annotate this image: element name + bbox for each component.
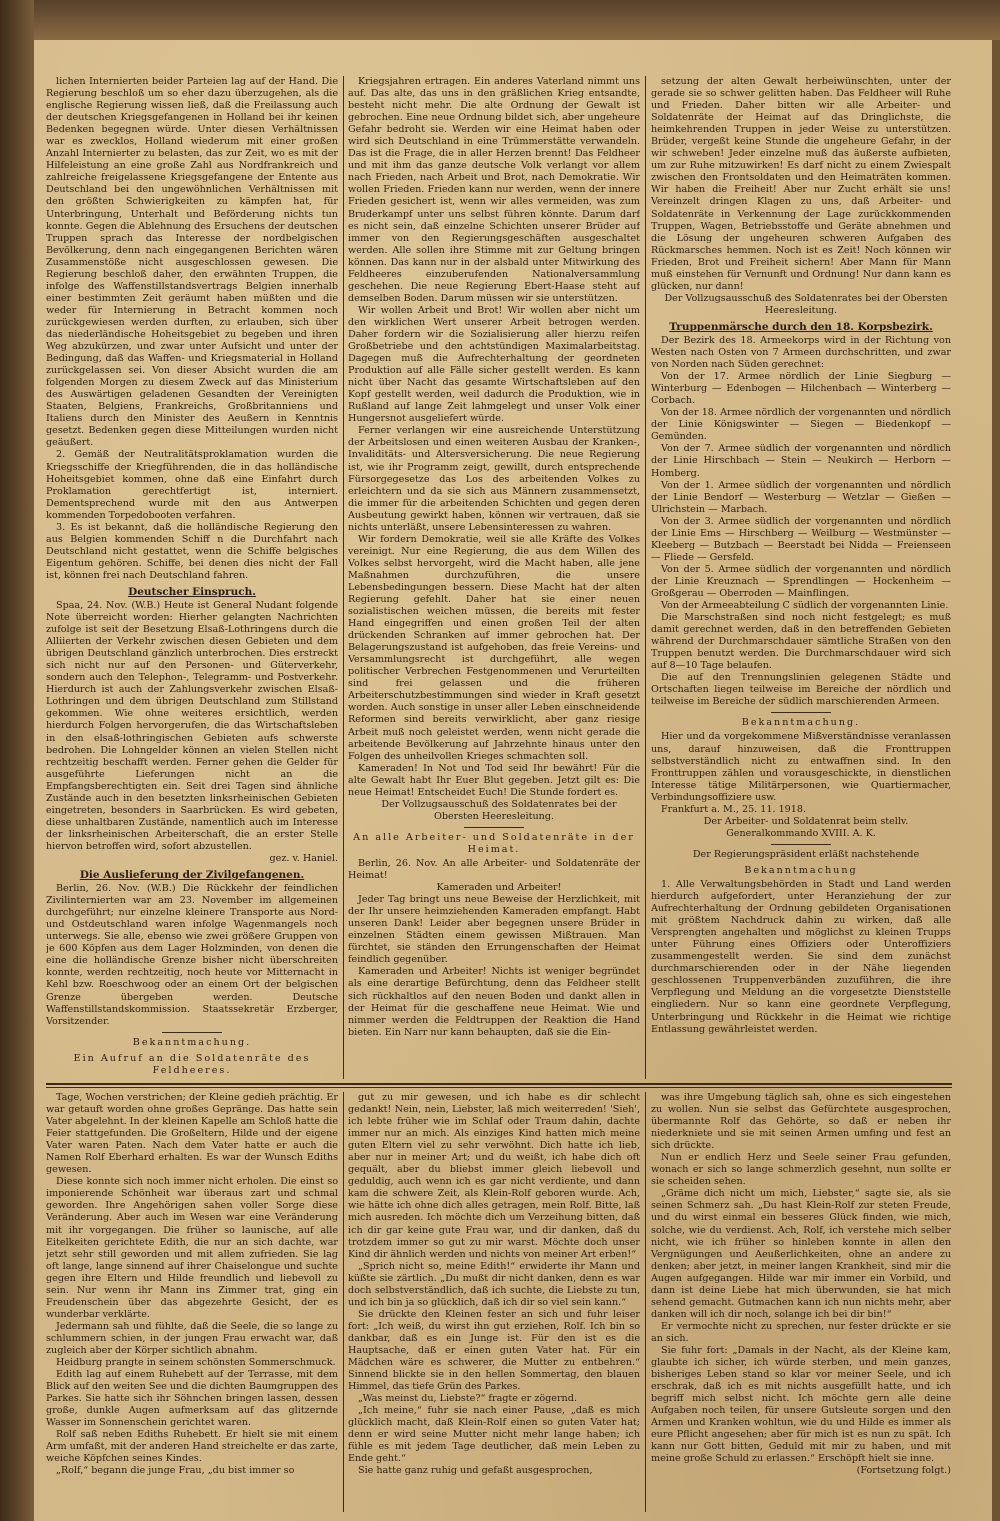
divider: [771, 712, 831, 713]
article-paragraph: Der Bezirk des 18. Armeekorps wird in der Richtung von Westen nach Osten von 7 Armeen durchschritten, und zwar von Norden nach Süden gerechnet:: [651, 334, 951, 371]
article-intro: Der Regierungspräsident erläßt nachstehende: [692, 848, 920, 860]
story-paragraph: gut zu mir gewesen, und ich habe es dir schlecht gedankt! Nein, nein, Liebster, laß mich weiterreden! 'Sieh', ich lebte früher wie im Schlaf oder Traum dahin, dachte immer nur an mich. Als einziges Kind hatten mich meine guten Eltern viel zu sehr verwöhnt. Dich hatte ich lieb, aber nur in meiner Art; und du weißt, ich habe dich oft gequält, aber du bliebst immer gleich liebevoll und geduldig, auch wenn ich es gar nicht verdiente, und dann kam die schwere Zeit, als Klein-Rolf geboren wurde. Ach, wie hätte ich ohne dich alles getragen, mein Rolf. Bitte, laß mich ausreden. Ich möchte dich um Verzeihung bitten, daß ich dir gar keine gute Frau war, und dir danken, daß du trotzdem immer so gut zu mir warst. Möchte doch unser Kind dir ähnlich werden und nichts von meiner Art erben!“: [348, 1092, 640, 1260]
headline-deutscher-einspruch: Deutscher Einspruch.: [128, 585, 256, 598]
article-paragraph: Von der 5. Armee südlich der vorgenannten und nördlich der Linie Kreuznach — Sprendlingen — Hockenheim — Großgerau — Oberroden — Mainflingen.: [651, 563, 951, 599]
headline-truppenmaersche: Truppenmärsche durch den 18. Korpsbezirk.: [669, 320, 933, 333]
story-paragraph: Sie hatte ganz ruhig und gefaßt ausgesprochen,: [358, 1465, 593, 1477]
story-column-2: [348, 1092, 640, 1512]
article-paragraph: Berlin, 26. Nov. (W.B.) Die Rückkehr der feindlichen Zivilinternierten war am 23. November im allgemeinen durchgeführt; nur einzelne kleinere Transporte aus Nord- und Ostdeutschland waren infolge Wagenmangels noch unterwegs. Sie alle, ebenso wie zwei größere Gruppen von je 600 Köpfen aus dem Lager Holzminden, von denen die eine die holländische Grenze bisher nicht überschreiten konnte, werden rechtzeitig, noch heute vor Mitternacht in Kehl bzw. Roeschwoog oder an einem Ort der belgischen Grenze übergeben werden. Deutsche Waffenstillstandskommission. Staatssekretär Erzberger, Vorsitzender.: [46, 883, 338, 1027]
article-paragraph: Von der 18. Armee nördlich der vorgenannten und nördlich der Linie Königswinter — Siegen — Biedenkopf — Gemünden.: [651, 407, 951, 443]
feuilleton-rule: [46, 1083, 952, 1085]
dateline: Frankfurt a. M., 25. 11. 1918.: [661, 803, 807, 815]
article-paragraph: Von der 17. Armee nördlich der Linie Siegburg — Winterburg — Edenbogen — Hilchenbach — Winterberg — Corbach.: [651, 371, 951, 407]
story-column-1: [46, 1092, 338, 1512]
article-paragraph: Hier und da vorgekommene Mißverständnisse veranlassen uns, darauf hinzuweisen, daß die Fronttruppen selbstverständlich nicht zu entwaffnen sind. In den Fronttruppen zählen und vorausgeschickte, in dienstlichen Interesse tätige Militärpersonen, wie Quartiermacher, Verbindungsoffiziere usw.: [651, 731, 951, 803]
story-paragraph: Jedermann sah und fühlte, daß die Seele, die so lange zu schlummern schien, in der jungen Frau erwacht war, daß zugleich aber der Körper sichtlich abnahm.: [46, 1320, 338, 1356]
headline-auslieferung: Die Auslieferung der Zivilgefangenen.: [79, 869, 305, 882]
headline-an-alle: An alle Arbeiter- und Soldatenräte in der Heimat.: [353, 831, 635, 855]
column-rule: [343, 1092, 344, 1512]
article-paragraph: Jeder Tag bringt uns neue Beweise der Herzlichkeit, mit der Ihr unsere heimziehenden Kameraden empfangt. Habt unseren Dank! Leider aber begegnen unsere Brüder in einzelnen Städten einem gewissen Mißtrauen. Man fürchtet, sie ständen den Errungenschaften der Heimat feindlich gegenüber.: [348, 894, 640, 966]
column-rule: [343, 76, 344, 1079]
signature: Der Vollzugsausschuß des Soldatenrates bei der Obersten Heeresleitung.: [664, 292, 948, 316]
article-paragraph: Von der 1. Armee südlich der vorgenannten und nördlich der Linie Bendorf — Westerburg — Wetzlar — Gießen — Ulrichstein — Marbach.: [651, 479, 951, 515]
article-paragraph: Von der Armeeabteilung C südlich der vorgenannten Linie.: [661, 600, 949, 612]
headline-bekanntmachung: Bekanntmachung.: [741, 717, 861, 729]
article-paragraph: 2. Gemäß der Neutralitätsproklamation wurden die Kriegsschiffe der Kriegführenden, die in das holländische Hoheitsgebiet kommen, ohne daß eine Einfahrt durch Proklamation gerechtfertigt ist, interniert. Dementsprechend wurde mit den aus Antwerpen kommenden Torpedobooten verfahren.: [46, 449, 338, 521]
story-paragraph: „Rolf,“ begann die junge Frau, „du bist immer so: [56, 1465, 295, 1477]
story-column-3: [651, 1092, 951, 1512]
article-paragraph: Die auf den Trennungslinien gelegenen Städte und Ortschaften liegen teilweise im Bereiche der nördlich und teilweise im Bereiche der südlich marschierenden Armeen.: [651, 672, 951, 708]
headline-bekanntmachung: Bekanntmachung: [744, 864, 858, 876]
article-paragraph: Berlin, 26. Nov. An alle Arbeiter- und Soldatenräte der Heimat!: [348, 858, 640, 882]
story-paragraph: Heidburg prangte in seinem schönsten Sommerschmuck.: [56, 1357, 336, 1369]
news-column-3: [651, 76, 951, 1079]
story-paragraph: Sie drückte den Kleinen fester an sich und fuhr leiser fort: „Ich weiß, du wirst ihn gut erziehen, Rolf. Ich bin so dankbar, daß es ein Junge ist. Für den ist es die Hauptsache, daß er einen guten Vater hat. Für ein Mädchen wäre es schwerer, die Mutter zu entbehren.“ Sinnend blickte sie in den hellen Sommertag, den blauen Himmel, das tiefe Grün des Parkes.: [348, 1308, 640, 1393]
story-paragraph: was ihre Umgebung täglich sah, ohne es sich eingestehen zu wollen. Nun sie selbst das Gefürchtete ausgesprochen, übermannte Rolf das Gehörte, so daß er neben ihr niederkniete und sie mit seinen Armen umfing und fest an sich drückte.: [651, 1092, 951, 1152]
divider: [162, 1032, 222, 1033]
article-paragraph: Von der 3. Armee südlich der vorgenannten und nördlich der Linie Ems — Hirschberg — Weilburg — Westmünster — Kleeberg — Butzbach — Beerstadt bei Nidda — Freienseen — Fliede — Gersfeld.: [651, 515, 951, 563]
article-paragraph: Kriegsjahren ertragen. Ein anderes Vaterland nimmt uns auf. Das alte, das uns in den gräßlichen Krieg entsandte, besteht nicht mehr. Die alte Ordnung der Gewalt ist gebrochen. Eine neue Ordnung bildet sich, aber ungeheure Gefahr bedroht sie. Werden wir eine Heimat haben oder wird sich Deutschland in eine Trümmerstätte verwandeln. Das ist die Frage, die in aller Herzen brennt! Das Feldheer und mit ihm das ganze deutsche Volk verlangt vor allem nach Frieden, nach Arbeit und Brot, nach Demokratie. Wir wollen Frieden. Frieden kann nur werden, wenn der innere Frieden gesichert ist, wenn wir alles vermeiden, was zum Bruderkampf unter uns selbst führen könnte. Darum darf es nicht sein, daß einzelne Schichten unserer Brüder auf immer von den Regierungsgeschäften ausgeschaltet werden. Alle sollen ihre Stimme mit zur Geltung bringen können. Das kann nur in der alsbald unter Mitwirkung des Feldheeres einzuberufenden Nationalversammlung geschehen. Die neue Regierung Ebert-Haase steht auf demselben Boden. Darum müssen wir sie unterstützen.: [348, 76, 640, 304]
story-paragraph: „Was meinst du, Liebste?“ fragte er zögernd.: [358, 1393, 577, 1405]
article-paragraph: Kameraden und Arbeiter! Nichts ist weniger begründet als eine derartige Befürchtung, denn das Feldheer stellt sich rückhaltlos auf den neuen Boden und dankt allen in der Heimat für die geschaffene neue Heimat. Wie und nimmer werden die Feldtruppen der Reaktion die Hand bieten. Ein Narr nur kann behaupten, daß sie die Ein-: [348, 966, 640, 1038]
story-paragraph: Edith lag auf einem Ruhebett auf der Terrasse, mit dem Blick auf den weiten See und die dichten Baumgruppen des Parkes. Sie hatte sich ihr Söhnchen bringen lassen, dessen große, dunkle Augen aufmerksam auf das glitzernde Wasser im Sonnenschein gerichtet waren.: [46, 1369, 338, 1429]
story-paragraph: „Sprich nicht so, meine Edith!“ erwiderte ihr Mann und küßte sie zärtlich. „Du mußt dir nicht danken, denn es war doch selbstverständlich, daß ich suchte, die Liebste zu tun, und ich bin ja so glücklich, daß ich dir so viel sein kann.“: [348, 1260, 640, 1308]
salutation: Kameraden und Arbeiter!: [436, 882, 562, 894]
feuilleton-rule: [46, 1087, 952, 1088]
story-paragraph: Rolf saß neben Ediths Ruhebett. Er hielt sie mit einem Arm umfaßt, mit der anderen Hand streichelte er das zarte, weiche Köpfchen seines Kindes.: [46, 1429, 338, 1465]
page-edge-left: [0, 0, 34, 1521]
story-paragraph: Diese konnte sich noch immer nicht erholen. Die einst so imponierende Schönheit war überaus zart und schmal geworden. Ihre Angehörigen sahen voller Sorge diese Veränderung. Aber auch im Wesen war eine Veränderung mit ihr vorgegangen. Die früher so launische, auf alle Eitelkeiten gerichtete Edith, die nur an sich dachte, war jetzt sehr still geworden und mit allem zufrieden. Sie lag oft lange, lange sinnend auf ihrer Chaiselongue und suchte gegen ihre Eltern und Hilde freundlich und liebevoll zu sein. Nur wenn ihr Mann ins Zimmer trat, ging ein Freudenschein über das abgezehrte Gesicht, der es wunderbar verklärte.: [46, 1176, 338, 1320]
article-paragraph: Die Marschstraßen sind noch nicht festgelegt; es muß damit gerechnet werden, daß in den betreffenden Gebieten während der Durchmarschdauer sämtliche Straßen von den Truppen benutzt werden. Die Durchmarschdauer wird sich auf 8—10 Tage belaufen.: [651, 612, 951, 672]
page-edge-top: [34, 0, 1000, 40]
headline-bekanntmachung: Bekanntmachung.: [132, 1036, 252, 1048]
news-column-2: [348, 76, 640, 1079]
article-paragraph: Wir wollen Arbeit und Brot! Wir wollen aber nicht um den wirklichen Wert unserer Arbeit betrogen werden. Daher fordern wir die Sozialisierung aller hierzu reifen Großbetriebe und den achtstündigen Maximalarbeitstag. Dagegen muß die Aufrechterhaltung der geordneten Produktion auf alle Fälle sicher gestellt werden. Es kann nicht über Nacht das gesamte Wirtschaftsleben auf den Kopf gestellt werden, weil dadurch die Produktion, wie in Rußland auf lange Zeit lahmgelegt und unser Volk einer Hungersnot ausgeliefert würde.: [348, 304, 640, 425]
article-paragraph: Spaa, 24. Nov. (W.B.) Heute ist General Nudant folgende Note überreicht worden: Hierher gelangten Nachrichten zufolge ist seit der Besetzung Elsaß-Lothringens durch die Alliierten der Verkehr zwischen diesen Gebieten und dem übrigen Deutschland gänzlich unterbrochen. Dies erstreckt sich nicht nur auf den Personen- und Güterverkehr, sondern auch den Telephon-, Telegramm- und Postverkehr. Hierdurch ist auch der Zahlungsverkehr zwischen Elsaß-Lothringen und dem übrigen Deutschland zum Stillstand gekommen. Wie ohne weiteres ersichtlich, werden hierdurch Folgen hervorgerufen, die das Wirtschaftsleben in den elsaß-lothringischen Gebieten aufs schwerste bedrohen. Die Lohngelder können an vielen Stellen nicht rechtzeitig beschafft werden. Ferner gehen die Gelder für ausgeführte Lieferungen nicht an die Empfangsberechtigten ein. Seit drei Tagen sind ähnliche Zustände auch in den besetzten linksrheinischen Gebieten eingetreten, besonders in Saarbrücken. Es wird gebeten, diese unhaltbaren Zustände, namentlich auch im Interesse der linksrheinischen Arbeiterschaft, die an erster Stelle hiervon betroffen wird, sofort abzustellen.: [46, 600, 338, 852]
article-paragraph: 3. Es ist bekannt, daß die holländische Regierung den aus Belgien kommenden Schiff n die Durchfahrt nach Deutschland nicht gestattet, wenn die Schiffe belgisches Eigentum gehören. Schiffe, bei denen dies nicht der Fall ist, können frei nach Deutschland fahren.: [46, 521, 338, 581]
newspaper-page: [34, 40, 992, 1521]
signature: gez. v. Haniel.: [269, 853, 338, 864]
story-paragraph: Sie fuhr fort: „Damals in der Nacht, als der Kleine kam, glaubte ich sicher, ich würde sterben, und mein ganzes, bisheriges Leben stand so klar vor meiner Seele, und ich erschrak, daß ich es mit nichts ausgefüllt hatte, und ich begriff mich selbst nicht. Ich möchte gern alle deine Aufgaben noch teilen, für unsere Gutsleute sorgen und den Armen und Kranken wohltun, wie du und Hilde es immer als eure Pflicht angesehen; aber für mich ist es nun zu spät. Ich kann nur Gott bitten, Geduld mit mir zu haben, und mit meine große Schuld zu erlassen.“ Erschöpft hielt sie inne.: [651, 1344, 951, 1465]
signature: Der Arbeiter- und Soldatenrat beim stellv. Generalkommando XVIII. A. K.: [703, 815, 909, 839]
article-paragraph: setzung der alten Gewalt herbeiwünschten, unter der gerade sie so schwer gelitten haben. Das Feldheer will Ruhe und Frieden. Daher bitten wir alle Arbeiter- und Soldatenräte der Heimat auf das Dringlichste, die heimkehrenden Truppen in jeder Weise zu unterstützen. Brüder, vergeßt keine Stunde die ungeheure Gefahr, in der wir schweben! Jeder einzelne muß das äußerste aufbieten, um zur Ruhe mitzuwirken! Es darf nicht zu einem Zwiespalt zwischen den Frontsoldaten und den Heimaträten kommen. Wir haben die Freiheit! Aber nur Zucht erhält sie uns! Vereinzelt dringen Klagen zu uns, daß Arbeiter- und Soldatenräte in Verkennung der Lage zurückkommenden Truppen, Wagen, Betriebsstoffe und Geräte abnehmen und die Lösung der ungeheuren schweren Aufgaben des Rückmarsches hemmen. Noch ist es Zeit! Noch können wir Frieden, Brot und Freiheit sichern! Aber Mann für Mann muß einstehen für Vernunft und Ordnung! Nur dann kann es glücken, nur dann!: [651, 76, 951, 292]
column-rule: [645, 76, 646, 1079]
article-paragraph: 1. Alle Verwaltungsbehörden in Stadt und Land werden hierdurch aufgefordert, unter Heranziehung der zur Aufrechterhaltung der Ordnung gebildeten Organisationen mit größtem Nachdruck dahin zu wirken, daß alle Versprengten angehalten und möglichst zu kleinen Trupps unter Führung eines Offiziers oder Unteroffiziers zusammengestellt werden. Sie sind dem zunächst durchmarschierenden oder in der Nähe liegenden geschlossenen Truppenverbänden zuzuführen, die ihre Verpflegung und Meldung an die vorgesetzte Dienststelle eingliedern. Nur so kann eine geordnete Verpflegung, Unterbringung und Rückkehr in die Heimat wie richtige Entlassung gewährleistet werden.: [651, 879, 951, 1035]
news-column-1: [46, 76, 338, 1079]
column-rule: [645, 1092, 646, 1512]
signature: Der Vollzugsausschuß des Soldatenrates bei der Obersten Heeresleitung.: [381, 798, 617, 822]
story-paragraph: „Gräme dich nicht um mich, Liebster,“ sagte sie, als sie seinen Schmerz sah. „Du hast Klein-Rolf zur steten Freude, und du wirst einmal ein besseres Glück finden, wie mich, solche, wie du verdienst. Ach, Rolf, ich verstehe mich selber nicht, wie ich früher so hinleben konnte in allen den Vergnügungen und Aeußerlichkeiten, ohne an andere zu denken; aber jetzt, in meiner langen Krankheit, sind mir die Augen aufgegangen. Hilde war mir immer ein Vorbild, und dann ist deine Liebe hat mich überwunden, sie hat mich sehend gemacht. Gutmachen kann ich nun nichts mehr, aber danken will ich dir noch, solange ich bei dir bin!“: [651, 1188, 951, 1320]
continuation-note: (Fortsetzung folgt.): [856, 1465, 951, 1477]
story-paragraph: „Ich meine,“ fuhr sie nach einer Pause, „daß es mich glücklich macht, daß Klein-Rolf einen so guten Vater hat; denn er wird seine Mutter nicht mehr lange haben; ich fühle es mit jedem Tage deutlicher, daß mein Leben zu Ende geht.“: [348, 1405, 640, 1465]
story-paragraph: Tage, Wochen verstrichen; der Kleine gedieh prächtig. Er war getauft worden ohne großes Gepränge. Das hatte sein Vater abgelehnt. In der kleinen Kapelle am Schloß hatte die Feier stattgefunden. Die Großeltern, Hilde und der eigene Vater waren Paten. Nach dem Vater hatte er auch die Namen Rolf Eberhard erhalten. Es war der Wunsch Ediths gewesen.: [46, 1092, 338, 1176]
headline-aufruf: Ein Aufruf an die Soldatenräte des Feldheeres.: [73, 1052, 311, 1076]
divider: [464, 827, 524, 828]
story-paragraph: Er vermochte nicht zu sprechen, nur fester drückte er sie an sich.: [651, 1320, 951, 1344]
article-paragraph: Kameraden! In Not und Tod seid Ihr bewährt! Für die alte Gewalt habt Ihr Euer Blut gegeben. Jetzt gilt es: Die neue Heimat! Entscheidet Euch! Die Stunde fordert es.: [348, 762, 640, 798]
article-paragraph: Ferner verlangen wir eine ausreichende Unterstützung der Arbeitslosen und einen weiteren Ausbau der Kranken-, Invaliditäts- und Altersversicherung. Die neue Regierung ist, wie ihr Programm zeigt, gewillt, durch entsprechende Fürsorgegesetze das Los des arbeitenden Volkes zu erleichtern und da sie sich aus Männern zusammensetzt, die immer für die arbeitenden Schichten und gegen deren Ausbeutung gewirkt haben, können wir vertrauen, daß sie nichts unterläßt, unsere Lebensinteressen zu wahren.: [348, 425, 640, 533]
story-paragraph: Nun er endlich Herz und Seele seiner Frau gefunden, wonach er sich so lange schmerzlich gesehnt, nun sollte er sie scheiden sehen.: [651, 1152, 951, 1188]
article-paragraph: Wir fordern Demokratie, weil sie alle Kräfte des Volkes vereinigt. Nur eine Regierung, die aus dem Willen des Volkes selbst hervorgeht, wird die Macht haben, alle jene Maßnahmen durchzuführen, die unsere Lebensbedingungen bessern. Diese Macht hat der alten Regierung gefehlt. Daher hat sie einer neuen sozialistischen weichen müssen, die bereits mit fester Hand eingegriffen und einen großen Teil der alten drückenden Schranken auf immer gebrochen hat. Der Belagerungszustand ist aufgehoben, das freie Vereins- und Versammlungsrecht ist durchgeführt, alle wegen politischer Verbrechen Festgenommenen und Verurteilten sind frei gelassen und die früheren Arbeiterschutzbestimmungen sind wieder in Kraft gesetzt worden. Auch sonstige in unser aller Leben einschneidende Reformen sind bereits verwirklicht, aber ganz riesige Arbeit muß noch geleistet werden, wenn nicht gerade die arbeitende Bevölkerung auf Jahrzehnte hinaus unter den Folgen des unheilvollen Krieges schmachten soll.: [348, 533, 640, 762]
article-paragraph: lichen Internierten beider Parteien lag auf der Hand. Die Regierung beschloß um so eher dazu überzugehen, als die englische Regierung wissen ließ, daß die Freilassung auch der deutschen Kriegsgefangenen in Holland bei ihr keinen Bedenken begegnen würde. Unter diesen Verhältnissen war es zwecklos, Holland wiederum mit einer großen Anzahl Internierter zu belasten, das zur Zeit, wo es mit der Hilfeleistung an eine große Zahl aus Nordfrankreich und zahlreiche freigelassene Kriegsgefangene der Entente aus Deutschland bei den ungewöhnlichen Verhältnissen mit den größten Schwierigkeiten zu kämpfen hat, für Unterbringung, Unterhalt und Beförderung nichts tun konnte. Gegen die Ablehnung des Ersuchens der deutschen Truppen sprach das Interesse der nordbelgischen Bevölkerung, denn nach eingegangenen Berichten wären Zusammenstöße nicht ausgeschlossen gewesen. Die Regierung beschloß daher, den erwähnten Truppen, die infolge des Waffenstillstandsvertrags Belgien innerhalb einer bestimmten Zeit geräumt haben müßten und die weder für Internierung in Betracht kommen noch zurückgewiesen werden durften, zu erlauben, sich über das niederländische Hoheitsgebiet zu begeben und ihren Weg abzukürzen, und zwar unter Aufsicht und unter der Bedingung, daß das Waffen- und Kriegsmaterial in Holland zurückgelassen sei. Von dieser Absicht wurden die am folgenden Morgen zu diesem Zweck auf das Ministerium des Auswärtigen geladenen Gesandten der Vereinigten Staaten, Belgiens, Frankreichs, Großbritanniens und Italiens durch den Minister des Aeußern in Kenntnis gesetzt. Bedenken gegen diese Mitteilungen wurden nicht geäußert.: [46, 76, 338, 449]
divider: [771, 844, 831, 845]
article-paragraph: Von der 7. Armee südlich der vorgenannten und nördlich der Linie Hirschbach — Stein — Neukirch — Herborn — Homberg.: [651, 443, 951, 479]
